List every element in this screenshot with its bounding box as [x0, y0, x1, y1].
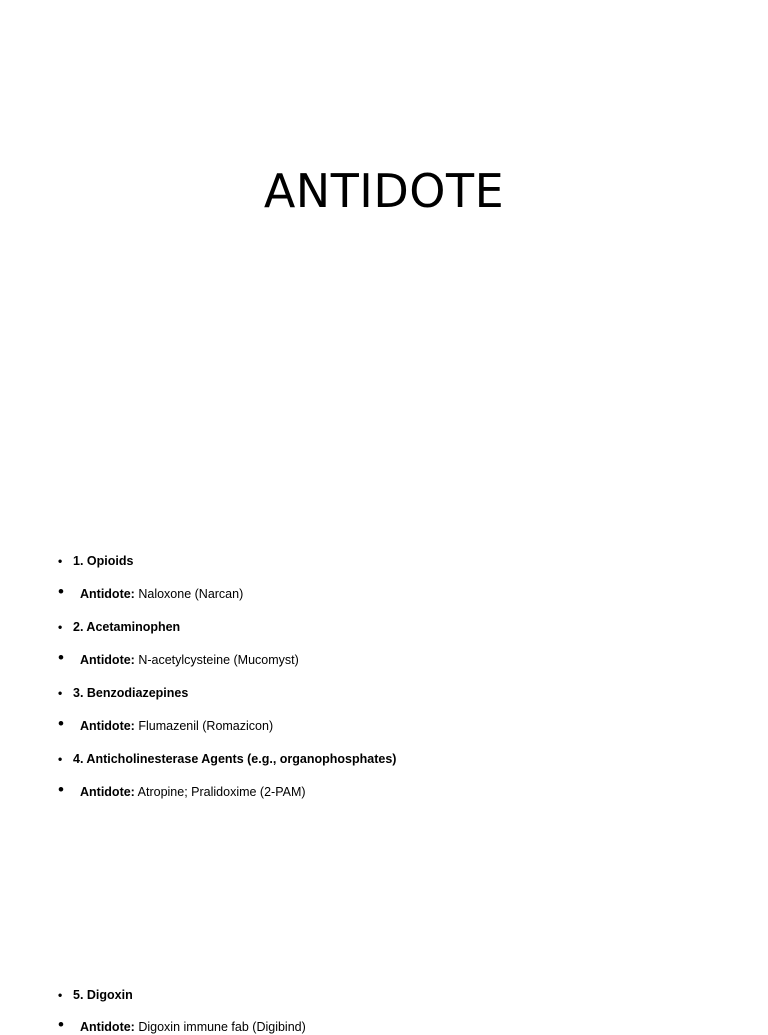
antidote-label: Antidote: — [80, 1020, 135, 1034]
antidote-value: Digoxin immune fab (Digibind) — [138, 1020, 306, 1034]
bullet-icon: • — [58, 752, 63, 766]
antidote-value: Flumazenil (Romazicon) — [138, 719, 274, 733]
bullet-icon: • — [58, 780, 64, 799]
antidote-label: Antidote: — [80, 785, 135, 799]
antidote-value: Atropine; Pralidoxime (2-PAM) — [137, 785, 306, 799]
bullet-icon: • — [58, 554, 63, 568]
bullet-icon: • — [58, 620, 63, 634]
heading-text: 1. Opioids — [73, 554, 134, 568]
antidote-value: Naloxone (Narcan) — [138, 587, 244, 601]
list-item-heading — [58, 685, 189, 701]
antidote-label: Antidote: — [80, 719, 135, 733]
bullet-icon: • — [58, 988, 63, 1002]
bullet-icon: • — [58, 686, 63, 700]
antidote-value: N-acetylcysteine (Mucomyst) — [138, 653, 299, 667]
list-item-antidote — [58, 582, 244, 602]
list-item-heading — [58, 751, 397, 767]
heading-text: 4. Anticholinesterase Agents (e.g., organophosphates) — [73, 752, 397, 766]
list-item-heading — [58, 553, 134, 569]
list-item-heading — [58, 987, 133, 1003]
antidote-label: Antidote: — [80, 653, 135, 667]
bullet-icon: • — [58, 582, 64, 601]
bullet-icon: • — [58, 714, 64, 733]
heading-text: 3. Benzodiazepines — [73, 686, 189, 700]
page-title: ANTIDOTE — [263, 164, 505, 218]
heading-text: 2. Acetaminophen — [73, 620, 181, 634]
heading-text: 5. Digoxin — [73, 988, 133, 1002]
list-item-antidote — [58, 780, 306, 800]
bullet-icon: • — [58, 648, 64, 667]
antidote-label: Antidote: — [80, 587, 135, 601]
bullet-icon: • — [58, 1015, 64, 1034]
list-item-antidote — [58, 714, 274, 734]
list-item-antidote — [58, 1015, 306, 1035]
list-item-heading — [58, 619, 181, 635]
list-item-antidote — [58, 648, 299, 668]
